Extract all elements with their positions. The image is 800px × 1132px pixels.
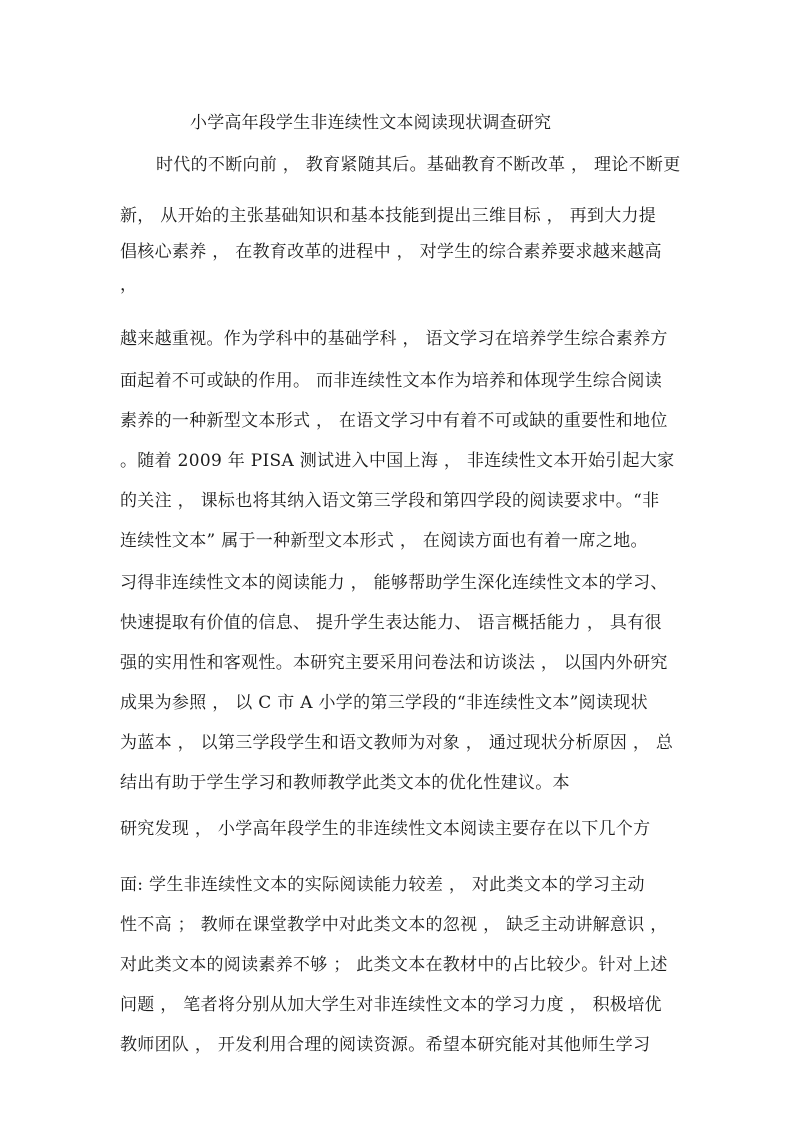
text-line-8: 。随着 2009 年 PISA 测试进入中国上海 ， 非连续性文本开始引起大家 xyxy=(120,451,675,471)
text-line-16: 结出有助于学生学习和教师教学此类文本的优化性建议。本 xyxy=(120,773,570,793)
text-line-21: 问题 ， 笔者将分别从加大学生对非连续性文本的学习力度 ， 积极培优 xyxy=(120,995,662,1015)
text-line-2: 新， 从开始的主张基础知识和基本技能到提出三维目标 ， 再到大力提 xyxy=(120,206,657,226)
text-line-14: 成果为参照 ， 以 C 市 A 小学的第三学段的“非连续性文本”阅读现状 xyxy=(120,693,648,713)
text-line-6: 面起着不可或缺的作用。 而非连续性文本作为培养和体现学生综合阅读 xyxy=(120,371,663,391)
text-line-11: 习得非连续性文本的阅读能力 ， 能够帮助学生深化连续性文本的学习、 xyxy=(120,573,668,593)
text-line-20: 对此类文本的阅读素养不够 ； 此类文本在教材中的占比较少。针对上述 xyxy=(120,955,668,975)
text-line-3: 倡核心素养 ， 在教育改革的进程中 ， 对学生的综合素养要求越来越高 xyxy=(120,242,662,262)
text-line-19: 性不高 ； 教师在课堂教学中对此类文本的忽视 ， 缺乏主动讲解意识 ， xyxy=(120,915,668,935)
text-line-18: 面: 学生非连续性文本的实际阅读能力较差 ， 对此类文本的学习主动 xyxy=(120,875,645,895)
text-line-15: 为蓝本 ， 以第三学段学生和语文教师为对象 ， 通过现状分析原因 ， 总 xyxy=(120,733,674,753)
text-line-17: 研究发现 ， 小学高年段学生的非连续性文本阅读主要存在以下几个方 xyxy=(120,819,651,839)
text-line-7: 素养的一种新型文本形式 ， 在语文学习中有着不可或缺的重要性和地位 xyxy=(120,411,668,431)
text-line-12: 快速提取有价值的信息、 提升学生表达能力、 语言概括能力 ， 具有很 xyxy=(120,613,662,633)
text-line-9: 的关注 ， 课标也将其纳入语文第三学段和第四学段的阅读要求中。“非 xyxy=(120,491,660,511)
document-title: 小学高年段学生非连续性文本阅读现状调查研究 xyxy=(190,113,552,133)
text-line-22: 教师团队 ， 开发利用合理的阅读资源。希望本研究能对其他师生学习 xyxy=(120,1035,651,1055)
text-line-13: 强的实用性和客观性。本研究主要采用问卷法和访谈法 ， 以国内外研究 xyxy=(120,653,668,673)
text-line-5: 越来越重视。作为学科中的基础学科 ， 语文学习在培养学生综合素养方 xyxy=(120,329,668,349)
text-line-10: 连续性文本” 属于一种新型文本形式 ， 在阅读方面也有着一席之地。 xyxy=(120,531,648,551)
text-line-4: ， xyxy=(120,275,138,295)
text-line-1: 时代的不断向前 ， 教育紧随其后。基础教育不断改革 ， 理论不断更 xyxy=(156,155,681,175)
